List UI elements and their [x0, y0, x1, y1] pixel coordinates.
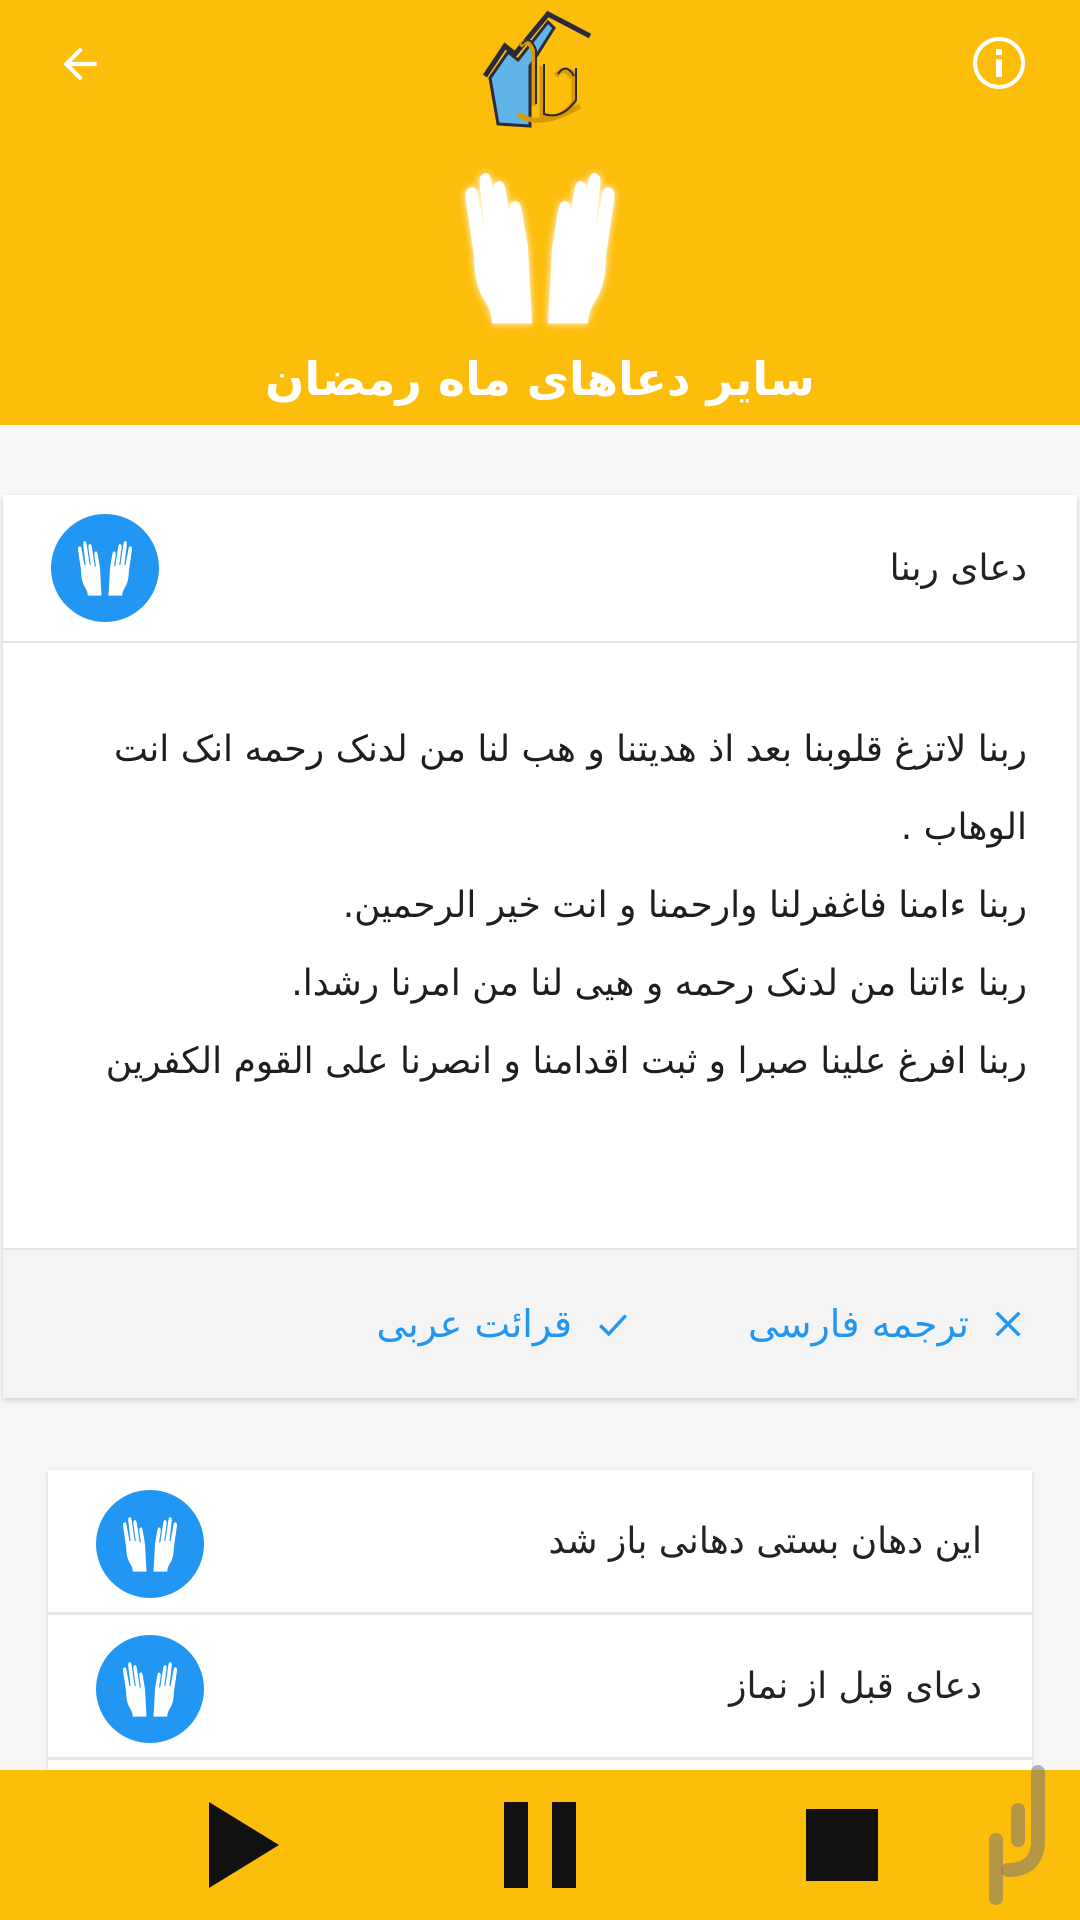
- dua-list: [48, 1470, 1032, 1770]
- info-icon: [971, 35, 1027, 91]
- arrow-left-icon: [55, 39, 105, 89]
- dua-line: ربنا ءامنا فاغفرلنا وارحمنا و انت خیر الرحمین.: [342, 885, 1027, 926]
- toggle-arabic-recitation[interactable]: [376, 1250, 632, 1398]
- toggle-persian-label: ترجمه فارسی: [747, 1302, 969, 1346]
- list-item[interactable]: [48, 1470, 1032, 1615]
- toggle-persian-translation[interactable]: [748, 1250, 1025, 1398]
- praying-hands-icon: [51, 514, 159, 622]
- check-icon: [594, 1307, 632, 1341]
- list-item[interactable]: [48, 1615, 1032, 1760]
- dua-card: [3, 495, 1077, 1398]
- stop-button[interactable]: [804, 1770, 880, 1920]
- dua-line: ربنا لاتزغ قلوبنا بعد اذ هدیتنا و هب لنا من لدنک رحمه انک انت الوهاب .: [113, 729, 1027, 848]
- praying-hands-icon: [96, 1490, 204, 1598]
- app-logo: [470, 6, 605, 141]
- stop-icon: [804, 1807, 880, 1883]
- info-button[interactable]: [968, 32, 1030, 94]
- dua-text: [63, 711, 1027, 1101]
- pause-button[interactable]: [500, 1770, 580, 1920]
- dua-line: ربنا ءاتنا من لدنک رحمه و هیی لنا من امرنا رشدا.: [291, 963, 1027, 1004]
- audio-player-bar: [0, 1770, 1080, 1920]
- dua-line: ربنا افرغ علینا صبرا و ثبت اقدامنا و انصرنا علی القوم الکفرین: [105, 1041, 1027, 1082]
- card-actions: [3, 1250, 1077, 1398]
- list-item-label: این دهان بستی دهانی باز شد: [548, 1520, 982, 1562]
- play-button[interactable]: [205, 1770, 283, 1920]
- pause-icon: [500, 1800, 580, 1890]
- praying-hands-icon: [440, 160, 640, 335]
- store-watermark-icon: [978, 1760, 1058, 1910]
- toggle-arabic-label: قرائت عربی: [376, 1302, 572, 1346]
- app-header: [0, 0, 1080, 425]
- back-button[interactable]: [48, 32, 112, 96]
- card-title: دعای ربنا: [889, 547, 1027, 589]
- dua-text-section: [3, 643, 1077, 1250]
- card-header: [3, 495, 1077, 643]
- close-icon: [991, 1307, 1025, 1341]
- page-title: سایر دعاهای ماه رمضان: [265, 352, 815, 406]
- list-item-label: دعای قبل از نماز: [729, 1665, 982, 1707]
- play-icon: [205, 1800, 283, 1890]
- praying-hands-icon: [96, 1635, 204, 1743]
